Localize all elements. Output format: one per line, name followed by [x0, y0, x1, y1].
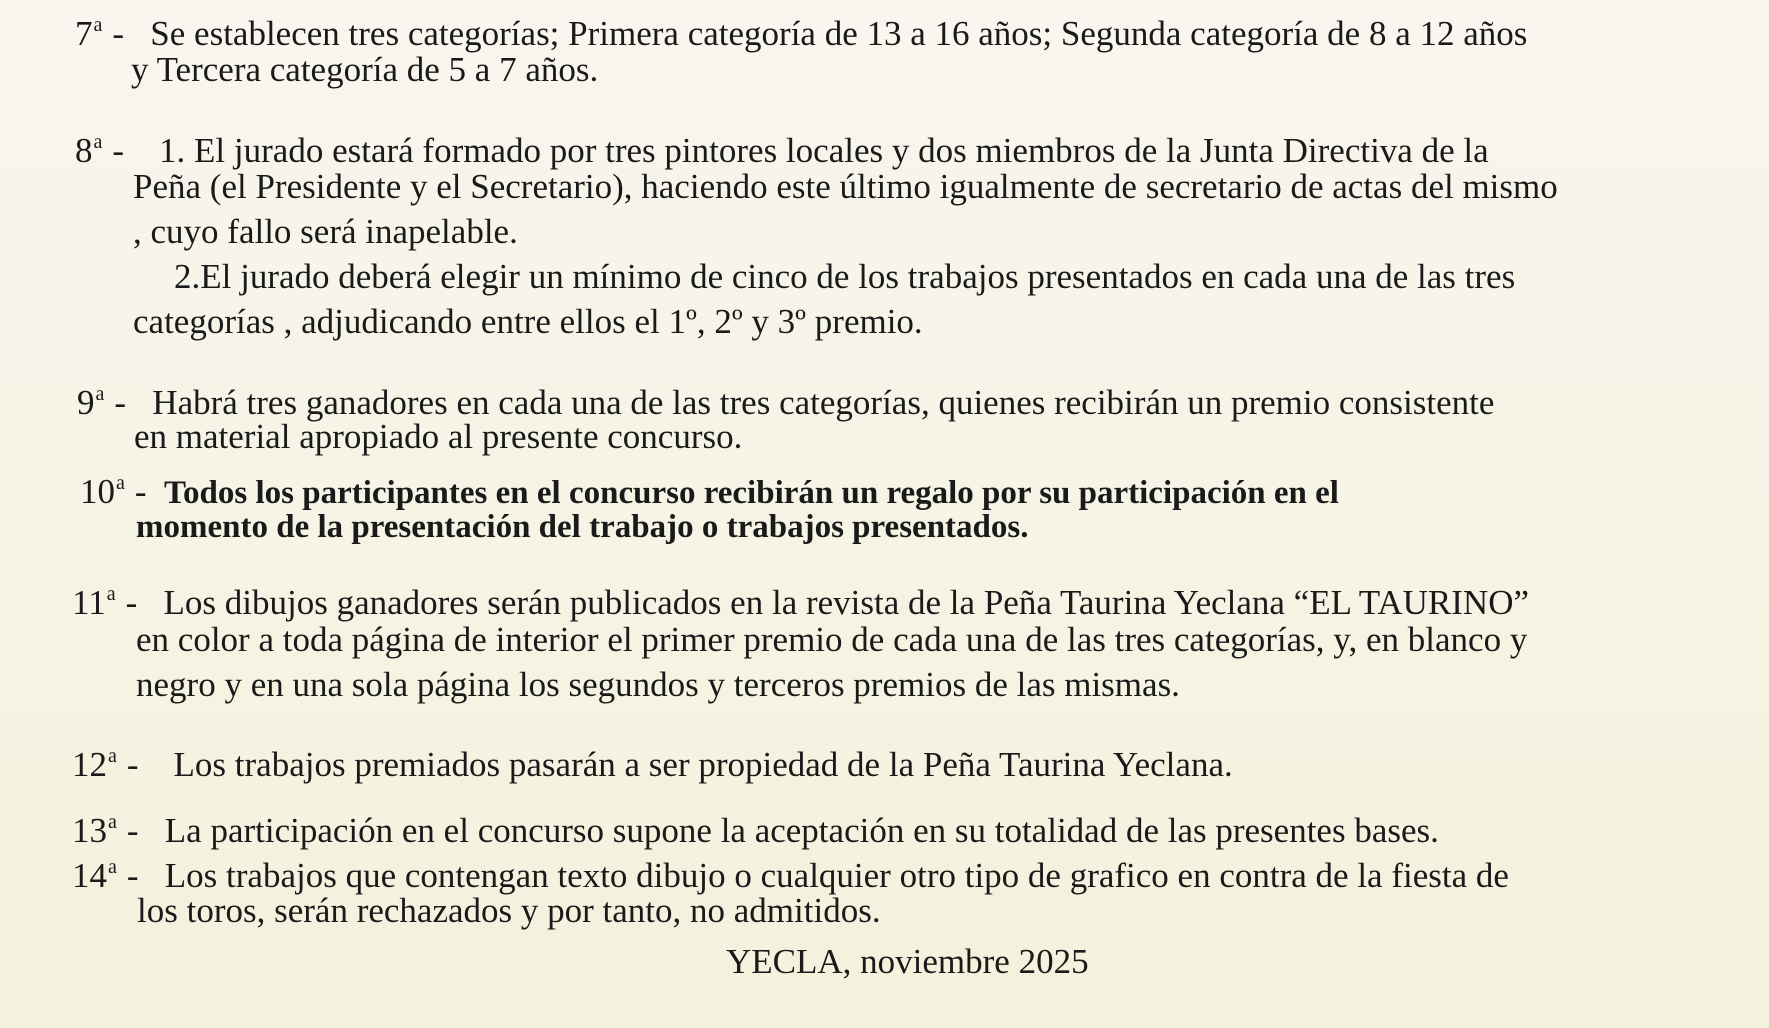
clause-9-line-2: en material apropiado al presente concurso.: [134, 417, 743, 456]
clause-13-number: 13$^a$: [72, 811, 117, 850]
clause-11-line-2: en color a toda página de interior el primer premio de cada una de las tres categorías, y, en blanco y: [136, 620, 1528, 659]
clause-7-line-2: y Tercera categoría de 5 a 7 años.: [131, 50, 599, 89]
clause-9-number: 9$^a$: [77, 383, 105, 422]
clause-14-line-2: los toros, serán rechazados y por tanto, no admitidos.: [137, 891, 881, 930]
clause-8-line-5: categorías , adjudicando entre ellos el 1º, 2º y 3º premio.: [133, 302, 923, 341]
clause-10-line-1: 10$^a$ - Todos los participantes en el concurso recibirán un regalo por su participación en el: [80, 463, 1339, 513]
clause-8-line-4: 2.El jurado deberá elegir un mínimo de cinco de los trabajos presentados en cada una de las tres: [174, 257, 1516, 296]
clause-9-text-1: Habrá tres ganadores en cada una de las tres categorías, quienes recibirán un premio consistente: [152, 383, 1495, 422]
clause-8-number: 8$^a$: [75, 131, 103, 170]
clause-8-line-1: 8$^a$ - 1. El jurado estará formado por tres pintores locales y dos miembros de la Junta Directiva de la: [75, 122, 1489, 171]
clause-11-line-3: negro y en una sola página los segundos y terceros premios de las mismas.: [136, 665, 1180, 704]
clause-12-text-1: Los trabajos premiados pasarán a ser propiedad de la Peña Taurina Yeclana.: [173, 745, 1233, 784]
clause-8-line-3: , cuyo fallo será inapelable.: [133, 212, 518, 251]
clause-7-line-1: 7$^a$ - Se establecen tres categorías; Primera categoría de 13 a 16 años; Segunda categoría de 8 a 12 años: [75, 5, 1527, 54]
clause-10-text-1: Todos los participantes en el concurso recibirán un regalo por su participación en el: [164, 475, 1339, 511]
clause-8-line-2: Peña (el Presidente y el Secretario), haciendo este último igualmente de secretario de actas del mismo: [133, 167, 1558, 206]
clause-8-text-1: 1. El jurado estará formado por tres pintores locales y dos miembros de la Junta Directiva de la: [159, 131, 1489, 170]
clause-14-number: 14$^a$: [72, 856, 117, 895]
clause-12-line-1: 12$^a$ - Los trabajos premiados pasarán a ser propiedad de la Peña Taurina Yeclana.: [72, 736, 1233, 785]
clause-11-text-1: Los dibujos ganadores serán publicados en la revista de la Peña Taurina Yeclana “EL TAURINO”: [163, 583, 1530, 622]
clause-9-line-1: 9$^a$ - Habrá tres ganadores en cada una de las tres categorías, quienes recibirán un premio consistente: [77, 374, 1494, 423]
clause-11-line-1: 11$^a$ - Los dibujos ganadores serán publicados en la revista de la Peña Taurina Yeclana “EL TAURINO”: [72, 574, 1529, 623]
clause-11-number: 11$^a$: [72, 583, 116, 622]
clause-14-text-1: Los trabajos que contengan texto dibujo o cualquier otro tipo de grafico en contra de la fiesta de: [164, 856, 1509, 895]
clause-13-line-1: 13$^a$ - La participación en el concurso supone la aceptación en su totalidad de las presentes bases.: [72, 802, 1439, 851]
clause-13-text-1: La participación en el concurso supone la aceptación en su totalidad de las presentes bases.: [164, 811, 1439, 850]
place-date-signature: YECLA, noviembre 2025: [726, 942, 1089, 981]
clause-7-text-1: Se establecen tres categorías; Primera categoría de 13 a 16 años; Segunda categoría de 8 a 12 años: [150, 14, 1528, 53]
clause-14-line-1: 14$^a$ - Los trabajos que contengan texto dibujo o cualquier otro tipo de grafico en contra de la fiesta de: [72, 847, 1509, 896]
clause-10-number: 10$^a$: [80, 472, 125, 511]
clause-12-number: 12$^a$: [72, 745, 117, 784]
clause-10-line-2: momento de la presentación del trabajo o trabajos presentados.: [136, 509, 1029, 545]
clause-7-number: 7$^a$: [75, 14, 103, 53]
